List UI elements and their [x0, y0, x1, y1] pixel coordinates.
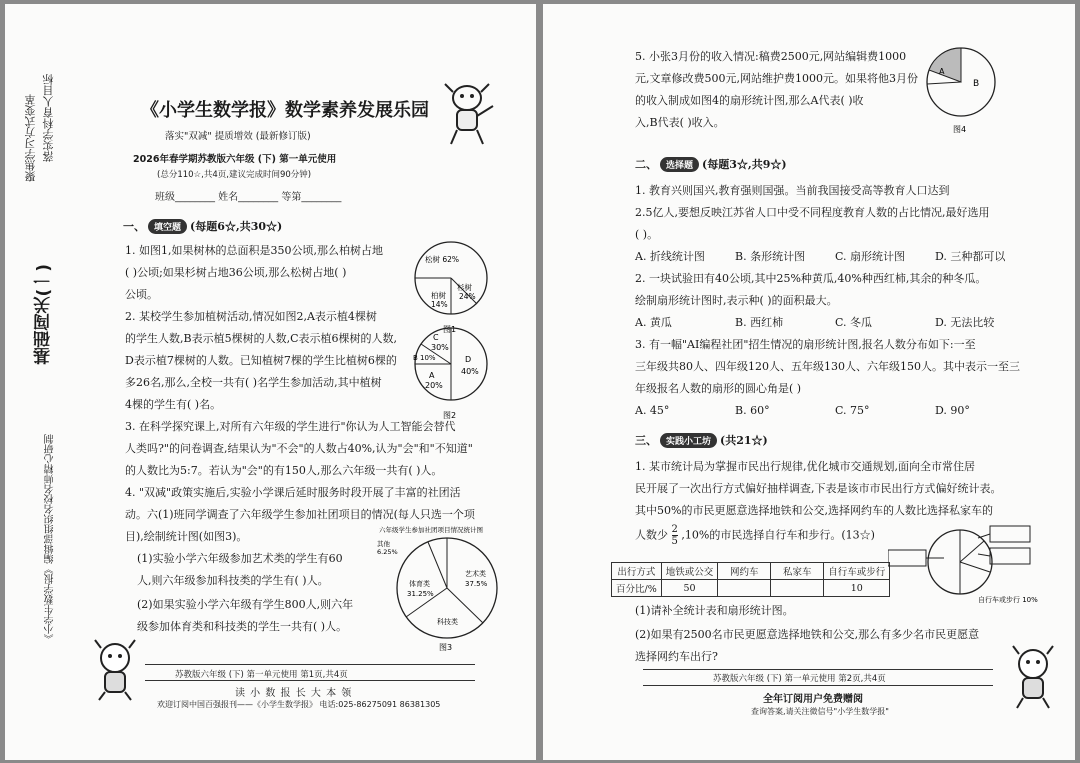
s3-line: 三年级共80人、四年级120人、五年级130人、六年级150人。其中表示一至三: [635, 360, 1020, 373]
q5-line: 5. 小张3月份的收入情况:稿费2500元,网站编辑费1000: [635, 50, 907, 63]
s2-line: 2. 一块试验田有40公顷,其中25%种黄瓜,40%种西红柿,其余的种冬瓜。: [635, 272, 987, 285]
s1-line: 1. 教育兴则国兴,教育强则国强。当前我国接受高等教育人口达到: [635, 184, 950, 197]
right-footer-slogan: 全年订阅用户免费赠阅: [763, 694, 863, 705]
right-page: [543, 4, 1075, 760]
table-header-cell: 地铁或公交: [661, 563, 718, 580]
s1-line: 2.5亿人,要想反映江苏省人口中受不同程度教育人数的占比情况,最好选用: [635, 206, 990, 219]
s3-option[interactable]: A. 45°: [635, 404, 670, 417]
fig4-b-label: B: [973, 79, 980, 89]
practice-q1-part2: [635, 624, 1045, 668]
table-header-cell: 自行车或步行: [824, 563, 890, 580]
s1-option[interactable]: C. 扇形统计图: [835, 250, 906, 263]
fig1-pine-label: 松树 62%: [425, 255, 460, 264]
q5-line: 入,B代表( )收入。: [635, 116, 725, 129]
q1-line: 1. 如图1,如果树林的总面积是350公顷,那么柏树占地: [125, 244, 383, 257]
section2-heading: [635, 156, 787, 172]
q4-1-line: 人,则六年级参加科技类的学生有( )人。: [137, 574, 329, 587]
question5: [635, 46, 935, 134]
fig2-b-label: B 10%: [413, 354, 436, 362]
section1-badge: 填空题: [148, 219, 187, 234]
fig4-caption: 图4: [953, 125, 967, 134]
fig4-a-label: A: [939, 67, 945, 76]
s2-option[interactable]: D. 无法比较: [935, 316, 995, 329]
table-header-cell: 出行方式: [612, 563, 662, 580]
q4-line: 目),绘制统计图(如图3)。: [125, 530, 248, 543]
s1-option[interactable]: A. 折线统计图: [635, 250, 705, 263]
figure5-pie: [888, 518, 1073, 608]
p1-tail-text: 人数少: [635, 528, 668, 542]
q2-line: 多26名,那么,全校一共有( )名学生参加活动,其中植树: [125, 376, 382, 389]
section3-badge: 实践小工坊: [660, 433, 717, 448]
section3-heading: [635, 432, 768, 448]
section2-badge: 选择题: [660, 157, 699, 172]
question1: [125, 240, 415, 306]
question2: [125, 306, 417, 416]
fig3-other-pct: 6.25%: [377, 548, 398, 556]
blank-label-box-middle[interactable]: [990, 548, 1030, 564]
choice-question1: [635, 180, 1045, 246]
table-cell-bike: 10: [824, 580, 890, 597]
fig1-fir-label: 杉树: [457, 283, 472, 292]
question3: [125, 416, 515, 482]
q1-line: ( )公顷;如果杉树占地36公顷,那么松树占地( ): [125, 266, 347, 279]
fig2-c-pct: 30%: [431, 343, 449, 352]
q5-line: 的收入制成如图4的扇形统计图,那么A代表( )收: [635, 94, 864, 107]
choice-question2-options: [635, 312, 1045, 334]
choice-question2: [635, 268, 1045, 312]
q4-2-line: 级参加体育类和科技类的学生一共有( )人。: [137, 620, 348, 633]
blank-label-box-left[interactable]: [888, 550, 926, 566]
newspaper-title: 《小学生数学报》数学素养发展乐园: [141, 100, 429, 121]
subtitle: 落实"双减" 提质增效 (最新修订版): [165, 131, 311, 142]
fig2-d-label: D: [465, 355, 472, 364]
s2-option[interactable]: B. 西红柿: [735, 316, 784, 329]
fraction-two-fifths: [672, 524, 678, 547]
s2-line: 绘制扇形统计图时,表示种( )的面积最大。: [635, 294, 838, 307]
student-info-line: 班级________ 姓名________ 等第________: [155, 192, 342, 203]
fig2-caption: 图2: [443, 411, 457, 420]
fig1-cypress-label: 柏树: [431, 291, 446, 300]
fig5-bike-label: 自行车或步行 10%: [978, 596, 1038, 604]
p1-q2-line: 选择网约车出行?: [635, 650, 718, 663]
table-cell-subway: 50: [661, 580, 718, 597]
practice-question1: [635, 456, 1045, 522]
side-banner: [7, 34, 67, 734]
p1-line: 民开展了一次出行方式偏好抽样调查,下表是该市市民出行方式偏好统计表。: [635, 482, 1002, 495]
s3-option[interactable]: B. 60°: [735, 404, 770, 417]
section3-score: (共21☆): [720, 434, 768, 447]
choice-question3-options: [635, 400, 1045, 422]
s3-line: 3. 有一幅"AI编程社团"招生情况的扇形统计图,报名人数分布如下:一至: [635, 338, 976, 351]
figure3-pie: [375, 524, 515, 654]
fig3-art-pct: 37.5%: [465, 580, 488, 588]
section1-number: 一、: [123, 220, 145, 233]
blank-label-box-top[interactable]: [990, 526, 1030, 542]
fig3-tech-label: 科技类: [437, 618, 458, 626]
q4-2-line: (2)如果实验小学六年级有学生800人,则六年: [137, 598, 354, 611]
choice-question1-options: [635, 246, 1045, 268]
travel-mode-table: [611, 562, 890, 597]
section2-number: 二、: [635, 158, 657, 171]
practice-q1-part1: (1)请补全统计表和扇形统计图。: [635, 604, 794, 617]
q4-line: 4. "双减"政策实施后,实验小学课后延时服务时段开展了丰富的社团活: [125, 486, 461, 499]
side-text-level: 基础闯关(一): [34, 264, 54, 365]
fig2-d-pct: 40%: [461, 367, 479, 376]
table-row: [612, 580, 890, 597]
q3-line: 3. 在科学探究课上,对所有六年级的学生进行"你认为人工智能会替代: [125, 420, 456, 433]
left-footer-slogan: 读 小 数 报 长 大 本 领: [235, 688, 353, 699]
q2-line: 2. 某校学生参加植树活动,情况如图2,A表示植4棵树: [125, 310, 377, 323]
figure4-pie: [921, 44, 1001, 136]
section1-score: (每题6☆,共30☆): [190, 220, 283, 233]
fig1-cypress-pct: 14%: [431, 300, 448, 309]
fraction-denominator: 5: [671, 536, 678, 547]
q4-line: 动。六(1)班同学调查了六年级学生参加社团项目的情况(每人只选一个项: [125, 508, 475, 521]
fig3-other-label: 其他: [377, 540, 390, 548]
fig3-caption: 图3: [439, 643, 453, 652]
mascot-right-illustration: [1003, 644, 1063, 710]
fig2-c-label: C: [433, 333, 439, 342]
p1-tail-text: ,10%的市民选择自行车和步行。(13☆): [681, 528, 875, 542]
table-row-label: 百分比/%: [612, 580, 662, 597]
s3-line: 年级报名人数的扇形的圆心角是( ): [635, 382, 802, 395]
s2-option[interactable]: A. 黄瓜: [635, 316, 672, 329]
section1-heading: [123, 218, 282, 234]
question4-part1: [137, 548, 382, 592]
fig2-a-label: A: [429, 371, 435, 380]
s3-option[interactable]: D. 90°: [935, 404, 970, 417]
p1-line: 其中50%的市民更愿意选择地铁和公交,选择网约车的人数比选择私家车的: [635, 504, 993, 517]
side-text-learning: 聚焦学习方式变革: [24, 94, 37, 182]
table-header-cell: 网约车: [718, 563, 771, 580]
s1-option[interactable]: B. 条形统计图: [735, 250, 806, 263]
fig3-sport-pct: 31.25%: [407, 590, 434, 598]
s1-option[interactable]: D. 三种都可以: [935, 250, 1006, 263]
mascot-bottom-illustration: [87, 638, 145, 702]
table-header-cell: 私家车: [771, 563, 824, 580]
q3-line: 的人数比为5:7。若认为"会"的有150人,那么六年级一共有( )人。: [125, 464, 443, 477]
fig1-caption: 图1: [443, 325, 457, 334]
fig3-art-label: 艺术类: [465, 570, 486, 578]
p1-q2-line: (2)如果有2500名市民更愿意选择地铁和公交,那么有多少名市民更愿意: [635, 628, 980, 641]
q2-line: 的学生人数,B表示植5棵树的人数,C表示植6棵树的人数,: [125, 332, 397, 345]
right-footer-page: 苏教版六年级 (下) 第一单元使用 第2页,共4页: [713, 674, 886, 684]
s2-option[interactable]: C. 冬瓜: [835, 316, 873, 329]
q2-line: 4棵的学生有( )名。: [125, 398, 222, 411]
choice-question3: [635, 334, 1045, 400]
right-footer-contact: 查询答案,请关注微信号"小学生数学报": [751, 707, 889, 716]
figure2-pie: [409, 322, 497, 422]
section3-number: 三、: [635, 434, 657, 447]
fig3-title: 六年级学生参加社团项目情况统计图: [379, 526, 483, 534]
s3-option[interactable]: C. 75°: [835, 404, 870, 417]
table-cell-ridehail-blank[interactable]: [718, 580, 771, 597]
p1-line: 1. 某市统计局为掌握市民出行规律,优化城市交通规划,面向全市常住居: [635, 460, 975, 473]
q4-1-line: (1)实验小学六年级参加艺术类的学生有60: [137, 552, 343, 565]
edition-line: 2026年春学期苏教版六年级 (下) 第一单元使用: [133, 154, 337, 165]
left-footer-contact: 欢迎订阅中国百强报刊——《小学生数学报》 电话:025-86275091 86381305: [157, 700, 441, 709]
question4-part2: [137, 594, 382, 638]
table-cell-private-blank[interactable]: [771, 580, 824, 597]
section2-score: (每题3☆,共9☆): [702, 158, 787, 171]
q3-line: 人类吗?"的问卷调查,结果认为"不会"的人数占40%,认为"会"和"不知道": [125, 442, 473, 455]
left-page: [5, 4, 536, 760]
fraction-numerator: 2: [671, 524, 678, 535]
side-text-goal: 落实学科育人目标: [42, 74, 55, 162]
q1-line: 公顷。: [125, 288, 158, 301]
fig1-fir-pct: 24%: [459, 292, 476, 301]
score-note: (总分110☆,共4页,建议完成时间90分钟): [157, 170, 312, 180]
left-footer-page: 苏教版六年级 (下) 第一单元使用 第1页,共4页: [175, 670, 348, 680]
s1-line: ( )。: [635, 228, 659, 241]
table-header-row: [612, 563, 890, 580]
fig2-a-pct: 20%: [425, 381, 443, 390]
side-text-publisher: 《小学生数学报》编辑部组织名校名师精心研制: [45, 434, 56, 644]
q5-line: 元,文章修改费500元,网站维护费1000元。如果将他3月份: [635, 72, 918, 85]
fig3-sport-label: 体育类: [409, 580, 430, 588]
q2-line: D表示植7棵树的人数。已知植树7棵的学生比植树6棵的: [125, 354, 397, 367]
